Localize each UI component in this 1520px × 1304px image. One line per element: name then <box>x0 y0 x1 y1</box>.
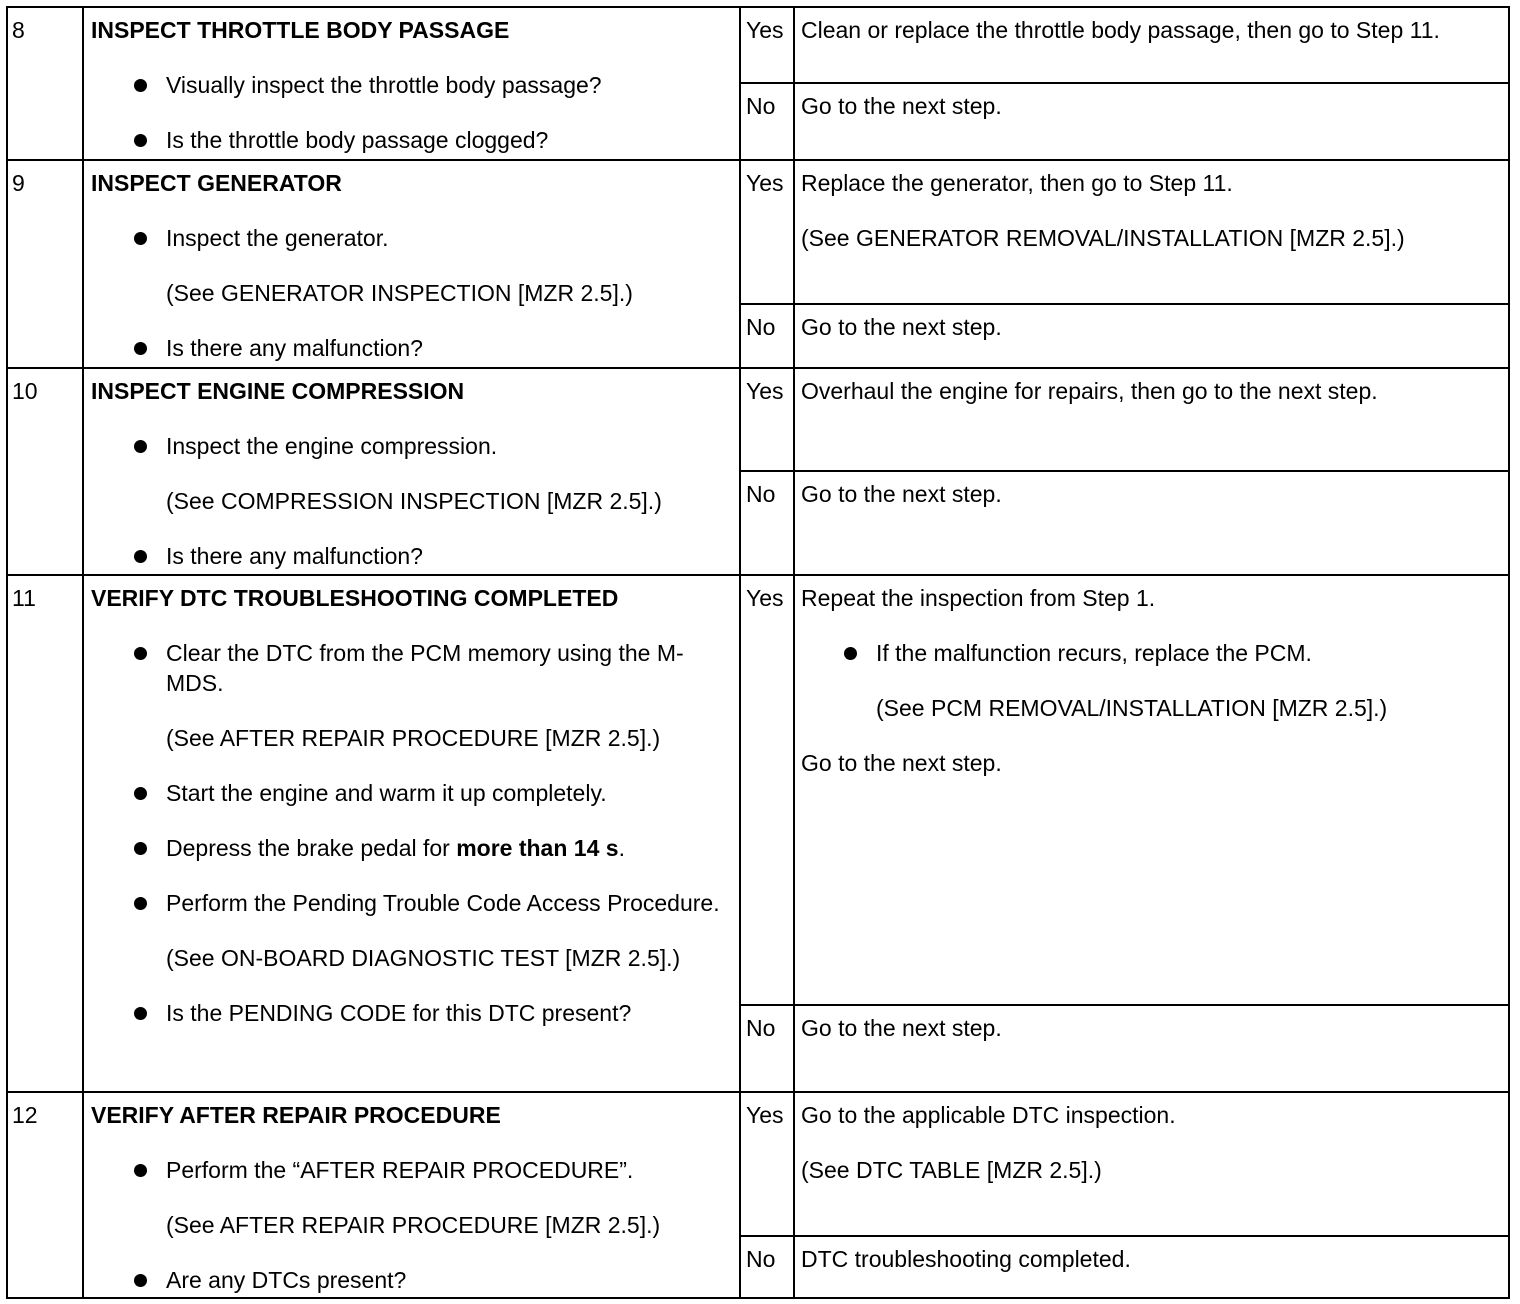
instruction-item: Is the PENDING CODE for this DTC present? <box>91 998 733 1028</box>
step-instructions <box>83 1092 740 1298</box>
instruction-item: Start the engine and warm it up completely. <box>91 778 733 808</box>
instruction-item: Are any DTCs present? <box>91 1265 733 1295</box>
reference-note: (See GENERATOR REMOVAL/INSTALLATION [MZR 2.5].) <box>801 225 1405 251</box>
no-action <box>794 83 1509 160</box>
yes-action <box>794 7 1509 83</box>
action-list <box>801 638 1502 668</box>
step-number: 10 <box>7 368 83 575</box>
action-text: DTC troubleshooting completed. <box>801 1246 1131 1272</box>
yes-label: Yes <box>740 368 794 471</box>
instruction-list <box>91 1155 733 1185</box>
yes-action <box>794 160 1509 304</box>
step-9-yes-row <box>7 160 1509 304</box>
action-text: Go to the next step. <box>801 314 1002 340</box>
reference-note: (See COMPRESSION INSPECTION [MZR 2.5].) <box>166 488 662 514</box>
reference-note: (See DTC TABLE [MZR 2.5].) <box>801 1157 1102 1183</box>
instruction-item: Is there any malfunction? <box>91 541 733 571</box>
yes-action <box>794 575 1509 1005</box>
step-instructions <box>83 160 740 368</box>
no-label: No <box>740 471 794 575</box>
yes-action <box>794 1092 1509 1236</box>
yes-label: Yes <box>740 575 794 1005</box>
step-number: 12 <box>7 1092 83 1298</box>
diagnostic-table <box>6 6 1510 1299</box>
instruction-list <box>91 70 733 155</box>
instruction-list <box>91 1265 733 1295</box>
instruction-list <box>91 638 733 698</box>
instruction-item <box>91 833 733 863</box>
no-label: No <box>740 304 794 368</box>
action-text: Go to the next step. <box>801 1015 1002 1041</box>
step-number: 11 <box>7 575 83 1092</box>
reference-note: (See AFTER REPAIR PROCEDURE [MZR 2.5].) <box>166 725 661 751</box>
yes-label: Yes <box>740 7 794 83</box>
action-text: Replace the generator, then go to Step 11. <box>801 170 1233 196</box>
no-action <box>794 304 1509 368</box>
yes-label: Yes <box>740 1092 794 1236</box>
step-8-yes-row <box>7 7 1509 83</box>
instruction-list <box>91 223 733 253</box>
step-11-yes-row <box>7 575 1509 1005</box>
instruction-list <box>91 431 733 461</box>
action-text: Go to the next step. <box>801 481 1002 507</box>
instruction-list <box>91 778 733 918</box>
instruction-item: Visually inspect the throttle body passage? <box>91 70 733 100</box>
instruction-item: Inspect the engine compression. <box>91 431 733 461</box>
step-instructions <box>83 368 740 575</box>
action-text: Clean or replace the throttle body passage, then go to Step 11. <box>801 17 1440 43</box>
no-action <box>794 1005 1509 1092</box>
no-action <box>794 1236 1509 1298</box>
action-text: Go to the next step. <box>801 93 1002 119</box>
step-title: INSPECT GENERATOR <box>91 170 342 196</box>
action-text: Repeat the inspection from Step 1. <box>801 585 1156 611</box>
step-12-yes-row <box>7 1092 1509 1236</box>
reference-note: (See AFTER REPAIR PROCEDURE [MZR 2.5].) <box>166 1212 661 1238</box>
diagnostic-procedure-document <box>6 6 1508 1298</box>
step-number: 9 <box>7 160 83 368</box>
step-title: INSPECT THROTTLE BODY PASSAGE <box>91 17 510 43</box>
no-label: No <box>740 1236 794 1298</box>
instruction-list <box>91 541 733 571</box>
step-instructions <box>83 575 740 1092</box>
yes-action <box>794 368 1509 471</box>
instruction-text: . <box>618 835 625 861</box>
instruction-text: Depress the brake pedal for <box>166 835 457 861</box>
no-label: No <box>740 1005 794 1092</box>
reference-note: (See GENERATOR INSPECTION [MZR 2.5].) <box>166 280 633 306</box>
action-text: Go to the applicable DTC inspection. <box>801 1102 1176 1128</box>
instruction-item: Is the throttle body passage clogged? <box>91 125 733 155</box>
step-number: 8 <box>7 7 83 160</box>
instruction-item: Inspect the generator. <box>91 223 733 253</box>
instruction-item: Perform the Pending Trouble Code Access Procedure. <box>91 888 733 918</box>
reference-note: (See ON-BOARD DIAGNOSTIC TEST [MZR 2.5].) <box>166 945 681 971</box>
yes-label: Yes <box>740 160 794 304</box>
action-text: Overhaul the engine for repairs, then go to the next step. <box>801 378 1378 404</box>
step-instructions <box>83 7 740 160</box>
reference-note: (See PCM REMOVAL/INSTALLATION [MZR 2.5].) <box>876 695 1388 721</box>
step-title: VERIFY AFTER REPAIR PROCEDURE <box>91 1102 501 1128</box>
step-title: VERIFY DTC TROUBLESHOOTING COMPLETED <box>91 585 619 611</box>
instruction-item: Is there any malfunction? <box>91 333 733 363</box>
emphasis-text: more than 14 s <box>456 835 619 861</box>
instruction-item: Perform the “AFTER REPAIR PROCEDURE”. <box>91 1155 733 1185</box>
action-text: Go to the next step. <box>801 750 1002 776</box>
step-title: INSPECT ENGINE COMPRESSION <box>91 378 465 404</box>
step-10-yes-row <box>7 368 1509 471</box>
action-item: If the malfunction recurs, replace the PCM. <box>801 638 1502 668</box>
no-label: No <box>740 83 794 160</box>
instruction-list <box>91 333 733 363</box>
instruction-item: Clear the DTC from the PCM memory using the M-MDS. <box>91 638 733 698</box>
no-action <box>794 471 1509 575</box>
instruction-list <box>91 998 733 1028</box>
